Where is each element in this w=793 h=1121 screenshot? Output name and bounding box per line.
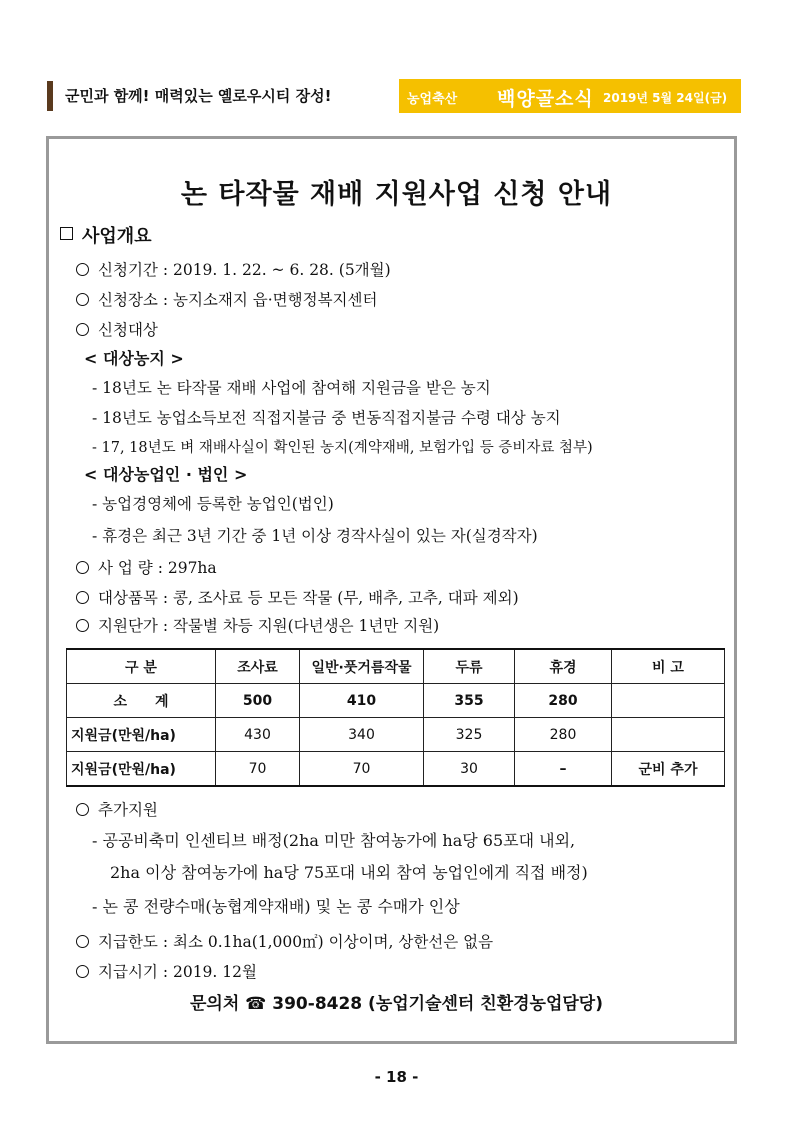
- item-crops-text: 대상품목 : 콩, 조사료 등 모든 작물 (무, 배추, 고추, 대파 제외): [98, 589, 519, 607]
- table-cell: 410: [300, 684, 424, 718]
- item-extra-text: 추가지원: [98, 801, 158, 819]
- land-item: - 18년도 논 타작물 재배 사업에 참여해 지원금을 받은 농지: [92, 379, 491, 397]
- extra-line: - 공공비축미 인센티브 배정(2ha 미만 참여농가에 ha당 65포대 내외,: [92, 831, 576, 850]
- item-place-text: 신청장소 : 농지소재지 읍·면행정복지센터: [98, 291, 378, 309]
- header-slogan: 군민과 함께! 매력있는 옐로우시티 장성!: [65, 87, 332, 105]
- table-header-cell: 일반·풋거름작물: [300, 649, 424, 684]
- farmer-item: - 농업경영체에 등록한 농업인(법인): [92, 495, 334, 513]
- newsletter-header: [47, 79, 741, 113]
- table-header-cell: 조사료: [216, 649, 300, 684]
- table-cell: 소 계: [67, 684, 216, 718]
- table-cell: 340: [300, 718, 424, 752]
- item-place: [76, 288, 377, 310]
- circle-bullet-icon: [76, 561, 89, 574]
- item-unit: [76, 614, 439, 636]
- item-period: [76, 258, 391, 280]
- header-accent-bar: [47, 81, 53, 111]
- circle-bullet-icon: [76, 263, 89, 276]
- header-date: 2019년 5월 24일(금): [603, 91, 728, 105]
- page-number: - 18 -: [374, 1068, 419, 1086]
- table-cell: [612, 718, 725, 752]
- table-header-cell: 비 고: [612, 649, 725, 684]
- farmer-heading: < 대상농업인 · 법인 >: [84, 465, 248, 484]
- table-header-row: [67, 649, 725, 684]
- item-extra: [76, 798, 158, 820]
- item-crops: [76, 586, 519, 608]
- table-cell: 325: [424, 718, 515, 752]
- land-heading: < 대상농지 >: [84, 349, 184, 368]
- header-publication: 백양골소식: [497, 88, 594, 110]
- table-cell: 500: [216, 684, 300, 718]
- table-cell: 355: [424, 684, 515, 718]
- table-cell: 군비 추가: [612, 752, 725, 787]
- item-amount-text: 사 업 량 : 297ha: [98, 559, 217, 577]
- table-cell: 70: [300, 752, 424, 787]
- table-header-cell: 휴경: [515, 649, 612, 684]
- table-cell: –: [515, 752, 612, 787]
- extra-line: - 논 콩 전량수매(농협계약재배) 및 논 콩 수매가 인상: [92, 897, 460, 916]
- land-item: - 18년도 농업소득보전 직접지불금 중 변동직접지불금 수령 대상 농지: [92, 409, 561, 427]
- contact-info: 문의처 ☎ 390-8428 (농업기술센터 친환경농업담당): [190, 994, 603, 1014]
- table-cell: 30: [424, 752, 515, 787]
- table-row: [67, 752, 725, 787]
- section-heading-text: 사업개요: [82, 226, 152, 247]
- item-target-text: 신청대상: [98, 321, 158, 339]
- circle-bullet-icon: [76, 323, 89, 336]
- item-limit: [76, 930, 493, 952]
- table-cell: [612, 684, 725, 718]
- section-heading: [60, 222, 152, 248]
- item-unit-text: 지원단가 : 작물별 차등 지원(다년생은 1년만 지원): [98, 617, 440, 635]
- circle-bullet-icon: [76, 803, 89, 816]
- table-row: [67, 718, 725, 752]
- table-cell: 280: [515, 718, 612, 752]
- land-item: - 17, 18년도 벼 재배사실이 확인된 농지(계약재배, 보험가입 등 증비자료 첨부): [92, 440, 593, 456]
- table-cell: 지원금(만원/ha): [67, 752, 216, 787]
- table-header-cell: 구 분: [67, 649, 216, 684]
- item-amount: [76, 556, 217, 578]
- circle-bullet-icon: [76, 619, 89, 632]
- header-tag-box: [399, 79, 741, 113]
- item-limit-text: 지급한도 : 최소 0.1ha(1,000㎡) 이상이며, 상한선은 없음: [98, 933, 494, 951]
- table-cell: 280: [515, 684, 612, 718]
- table-cell: 지원금(만원/ha): [67, 718, 216, 752]
- circle-bullet-icon: [76, 965, 89, 978]
- page-title: 논 타작물 재배 지원사업 신청 안내: [180, 179, 613, 210]
- item-payment-text: 지급시기 : 2019. 12월: [98, 963, 257, 981]
- circle-bullet-icon: [76, 591, 89, 604]
- item-payment: [76, 960, 257, 982]
- extra-line: 2ha 이상 참여농가에 ha당 75포대 내외 참여 농업인에게 직접 배정): [110, 863, 588, 882]
- header-category: 농업축산: [407, 92, 458, 107]
- item-period-text: 신청기간 : 2019. 1. 22. ~ 6. 28. (5개월): [98, 261, 391, 279]
- farmer-item: - 휴경은 최근 3년 기간 중 1년 이상 경작사실이 있는 자(실경작자): [92, 527, 538, 545]
- item-target: [76, 318, 158, 340]
- table-cell: 70: [216, 752, 300, 787]
- circle-bullet-icon: [76, 935, 89, 948]
- table-cell: 430: [216, 718, 300, 752]
- circle-bullet-icon: [76, 293, 89, 306]
- square-bullet-icon: [60, 227, 73, 240]
- support-rate-table: [66, 648, 725, 787]
- table-row: [67, 684, 725, 718]
- table-header-cell: 두류: [424, 649, 515, 684]
